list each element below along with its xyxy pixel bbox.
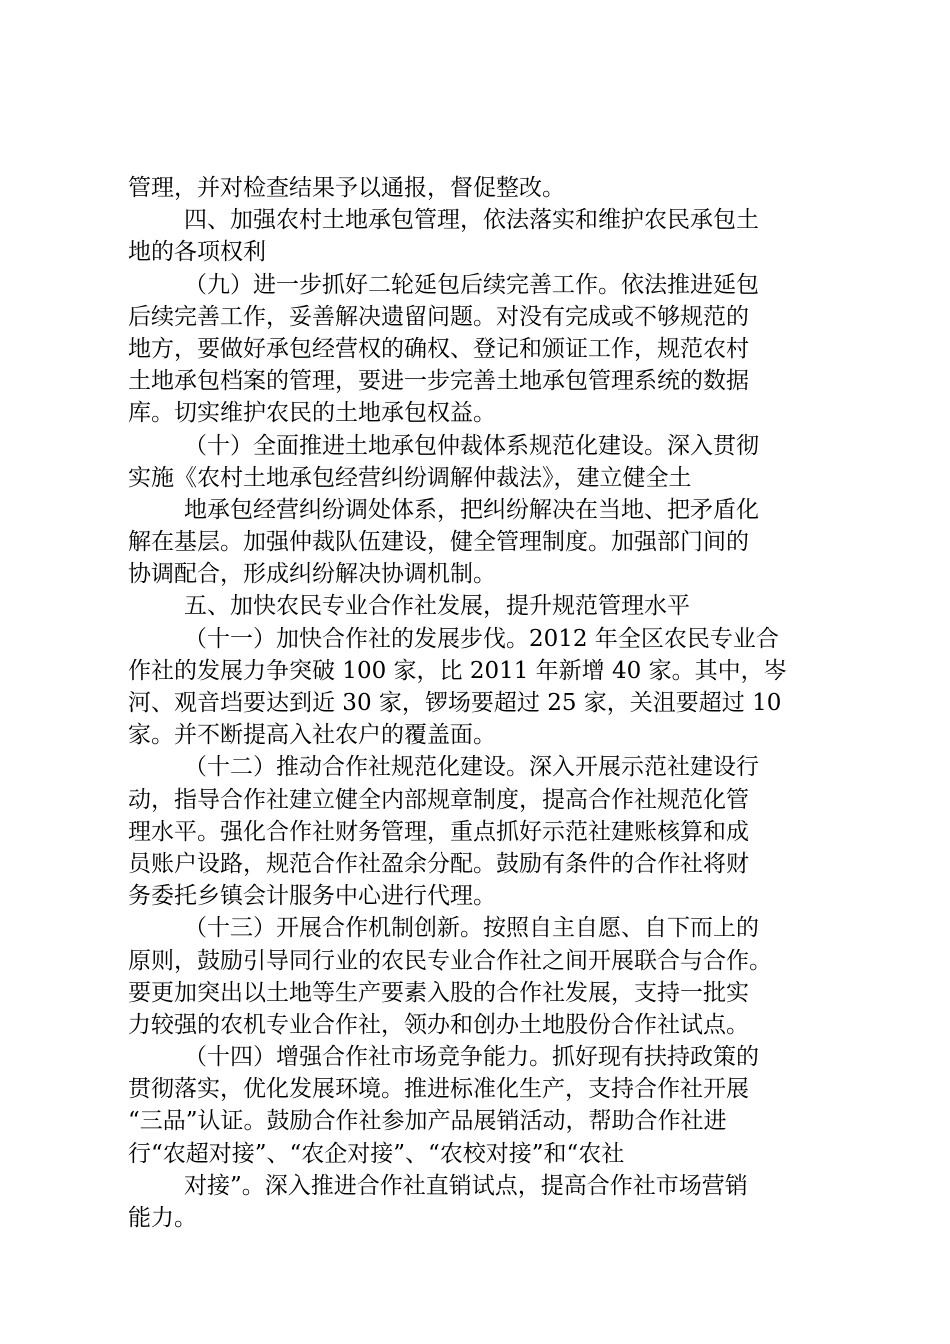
text-line: 务委托乡镇会计服务中心进行代理。 — [128, 883, 496, 910]
text-line: 对接”。深入推进合作社直销试点，提高合作社市场营销 — [184, 1172, 748, 1199]
text-line: 员账户设路，规范合作社盈余分配。鼓励有条件的合作社将财 — [128, 850, 749, 877]
text-line: 力较强的农机专业合作社，领办和创办土地股份合作社试点。 — [128, 1011, 749, 1038]
text-line: （十）全面推进土地承包仲裁体系规范化建设。深入贯彻 — [184, 432, 759, 459]
text-line: 协调配合，形成纠纷解决协调机制。 — [128, 561, 496, 588]
text-line: 能力。 — [128, 1205, 197, 1231]
text-line: 地的各项权利 — [128, 239, 266, 266]
text-line: 土地承包档案的管理，要进一步完善土地承包管理系统的数据 — [128, 368, 749, 395]
document-body — [128, 172, 828, 1234]
text-line: 后续完善工作，妥善解决遗留问题。对没有完成或不够规范的 — [128, 303, 749, 330]
text-line: 理水平。强化合作社财务管理，重点抓好示范社建账核算和成 — [128, 818, 749, 845]
text-line: 河、观音垱要达到近 30 家，锣场要超过 25 家，关沮要超过 10 — [128, 690, 782, 716]
text-line: 库。切实维护农民的土地承包权益。 — [128, 400, 496, 427]
text-line: “三品”认证。鼓励合作社参加产品展销活动，帮助合作社进 — [128, 1108, 727, 1135]
text-line: （十二）推动合作社规范化建设。深入开展示范社建设行 — [184, 754, 759, 781]
text-line: 管理，并对检查结果予以通报，督促整改。 — [128, 175, 565, 201]
text-line: （九）进一步抓好二轮延包后续完善工作。依法推进延包 — [184, 271, 759, 298]
text-line: 解在基层。加强仲裁队伍建设，健全管理制度。加强部门间的 — [128, 529, 749, 556]
text-line: 四、加强农村土地承包管理，依法落实和维护农民承包土 — [184, 207, 759, 234]
text-line: 五、加快农民专业合作社发展，提升规范管理水平 — [184, 593, 690, 620]
text-line: 地方，要做好承包经营权的确权、登记和颁证工作，规范农村 — [128, 335, 749, 362]
text-line: 地承包经营纠纷调处体系，把纠纷解决在当地、把矛盾化 — [184, 496, 759, 523]
text-line: 家。并不断提高入社农户的覆盖面。 — [128, 722, 496, 749]
text-line: 行“农超对接”、“农企对接”、“农校对接”和“农社 — [128, 1140, 625, 1167]
text-line: （十一）加快合作社的发展步伐。2012 年全区农民专业合 — [184, 625, 779, 652]
text-line: 原则，鼓励引导同行业的农民专业合作社之间开展联合与合作。 — [128, 947, 772, 974]
text-line: 动，指导合作社建立健全内部规章制度，提高合作社规范化管 — [128, 786, 749, 813]
text-line: 作社的发展力争突破 100 家，比 2011 年新增 40 家。其中，岑 — [128, 657, 787, 684]
text-line: （十四）增强合作社市场竞争能力。抓好现有扶持政策的 — [184, 1044, 759, 1071]
text-line: 要更加突出以土地等生产要素入股的合作社发展，支持一批实 — [128, 979, 749, 1006]
text-line: （十三）开展合作机制创新。按照自主自愿、自下而上的 — [184, 915, 759, 942]
text-line: 实施《农村土地承包经营纠纷调解仲裁法》，建立健全土 — [128, 464, 692, 491]
text-line: 贯彻落实，优化发展环境。推进标准化生产，支持合作社开展 — [128, 1076, 749, 1103]
